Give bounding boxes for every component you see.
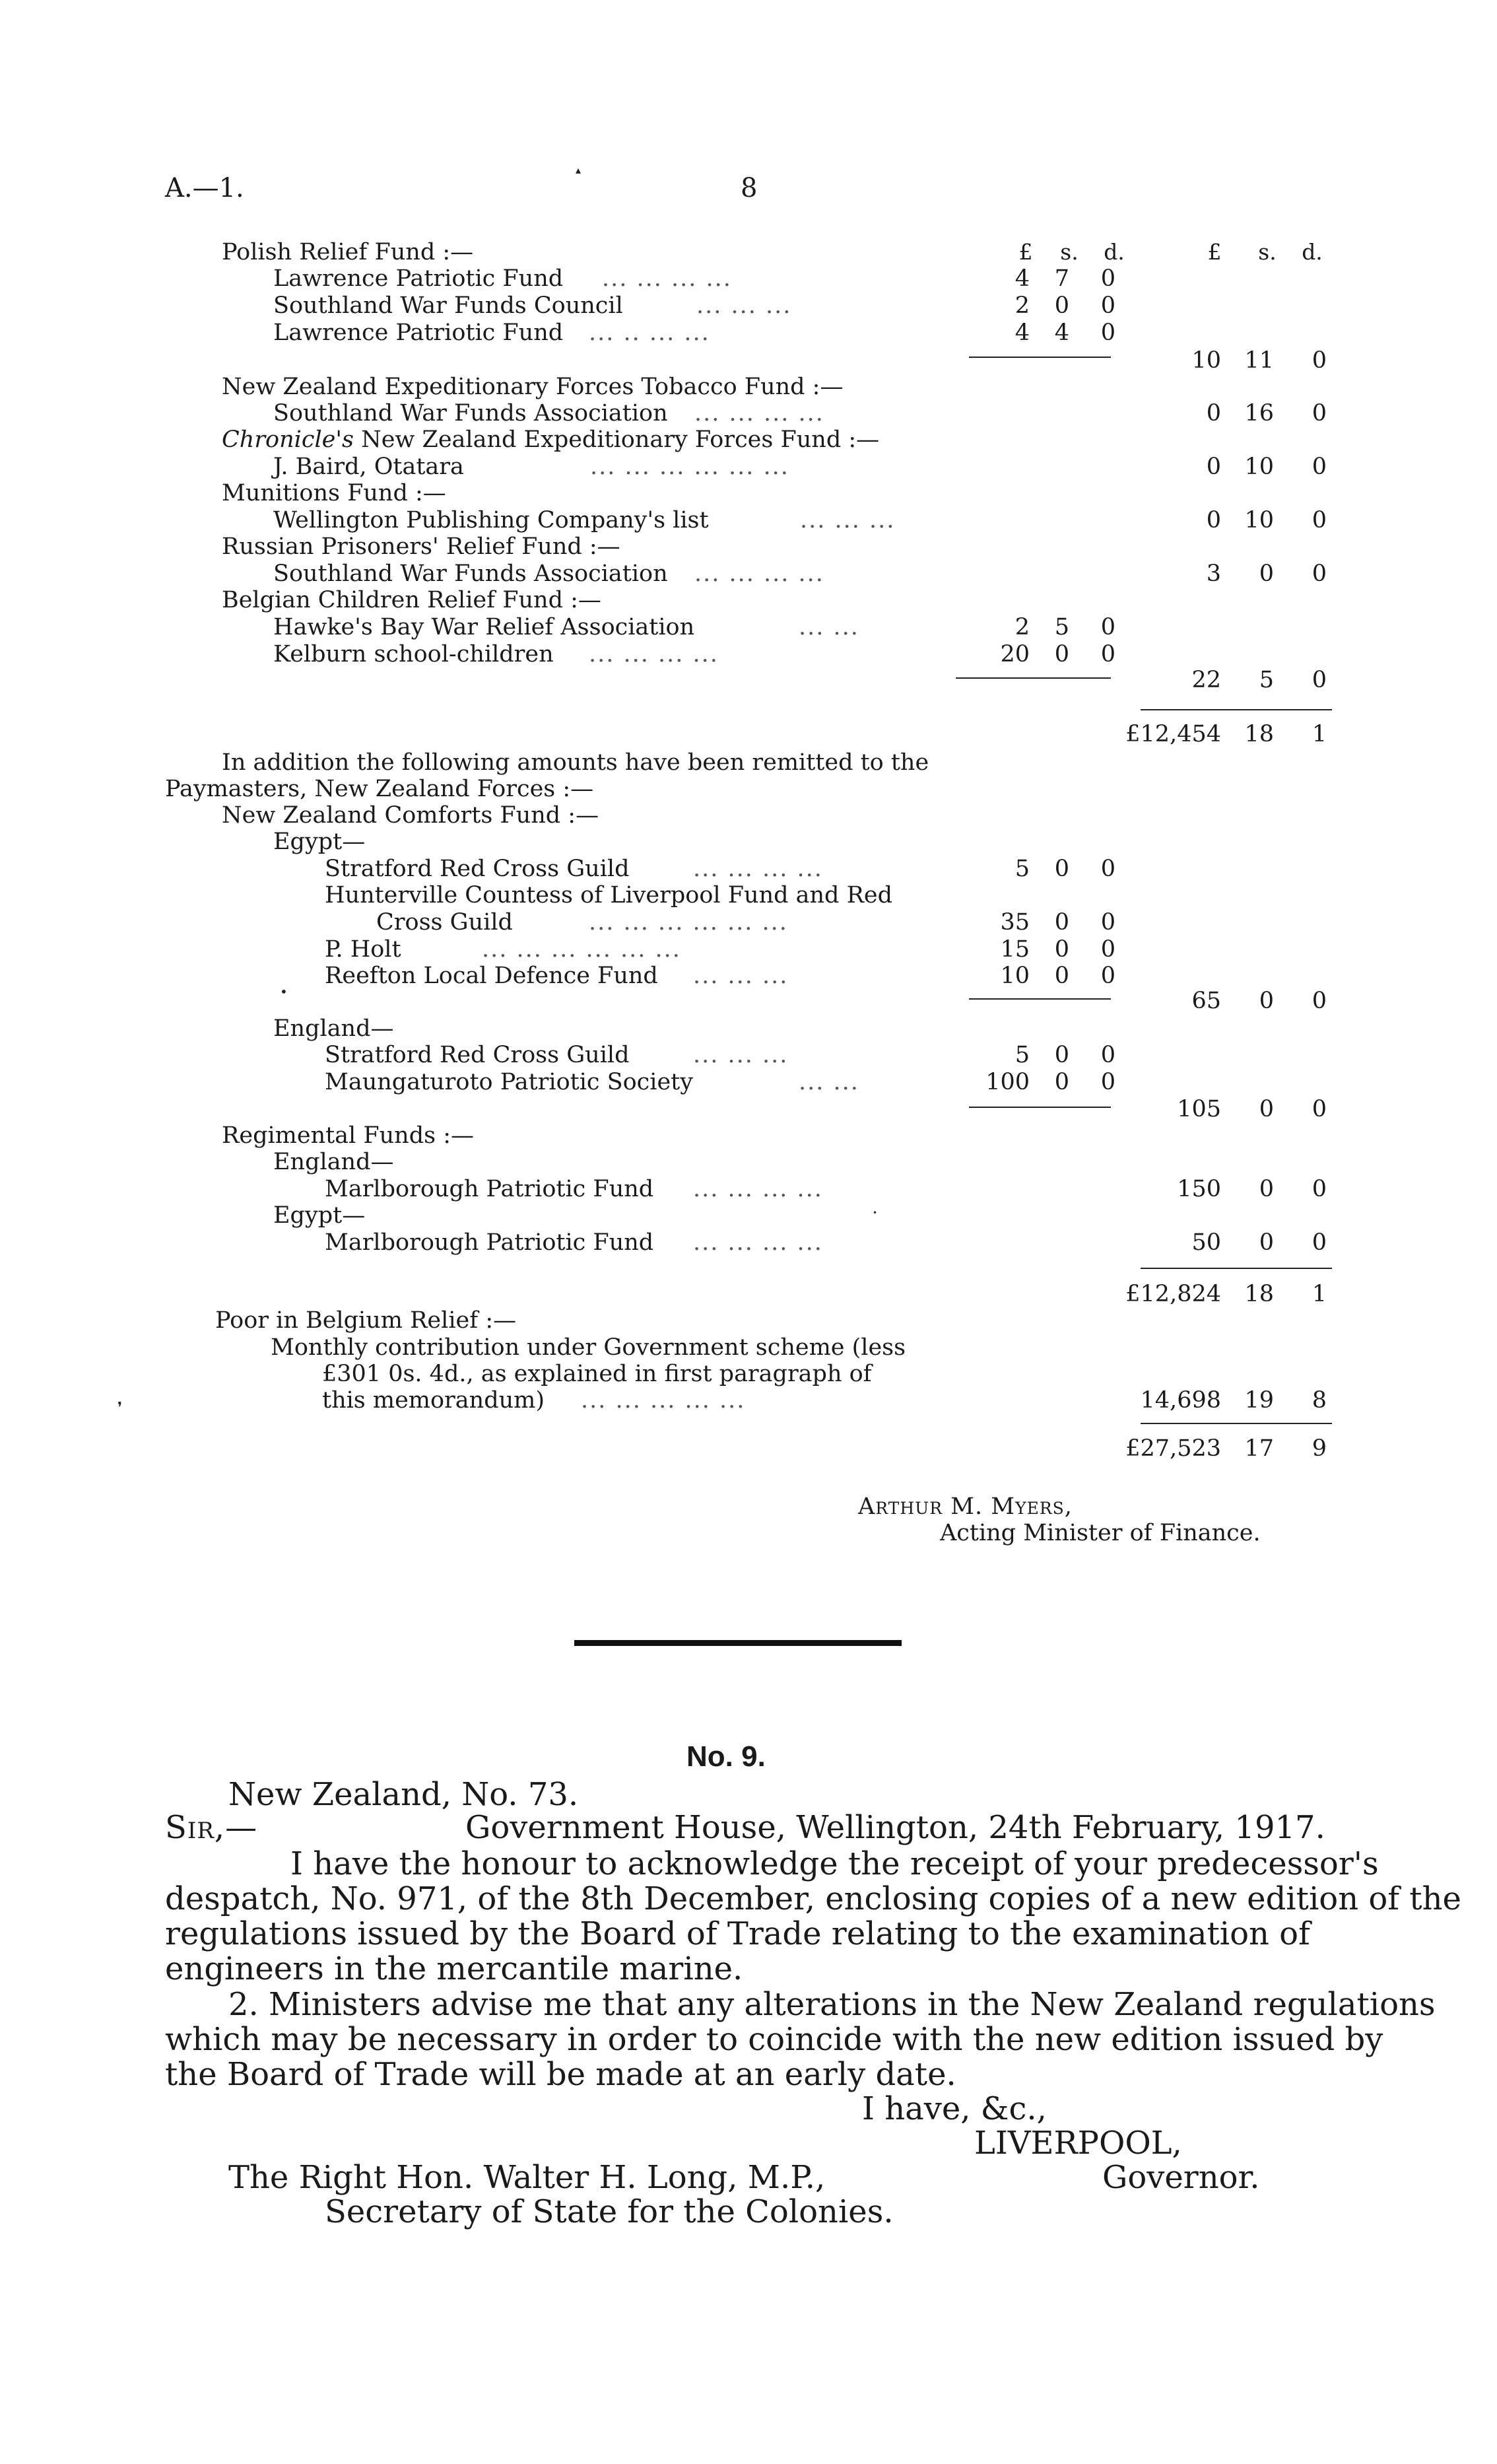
header-shillings: s. — [1258, 239, 1277, 265]
leader-dots: ... ... — [799, 1069, 859, 1095]
remittance-intro: In addition the following amounts have been remitted to the — [222, 749, 929, 776]
grand-total-rule — [1141, 709, 1332, 710]
letter-paragraph-line: which may be necessary in order to coincide with the new edition issued by — [165, 2021, 1383, 2058]
egypt-heading: Egypt— — [273, 829, 366, 855]
leader-dots: ... .. ... ... — [589, 320, 710, 346]
subtotal-pence: 1 — [1312, 1281, 1327, 1307]
amount-shillings: 0 — [1054, 963, 1069, 989]
leader-dots: ... ... ... ... — [694, 400, 824, 427]
amount-pounds: 10 — [1000, 963, 1030, 989]
print-speck: • — [873, 1208, 878, 1217]
amount-pounds: 4 — [1015, 265, 1030, 292]
munitions-fund-title: Munitions Fund :— — [222, 480, 446, 506]
leader-dots: ... ... ... ... — [694, 561, 824, 587]
total-pounds: 10 — [1191, 347, 1221, 374]
line-item-label: Stratford Red Cross Guild — [325, 1042, 630, 1068]
amount-pence: 0 — [1100, 320, 1115, 346]
line-item-label: Cross Guild — [376, 909, 513, 936]
leader-dots: ... ... ... ... — [693, 856, 823, 882]
poor-belgium-desc: this memorandum) — [322, 1387, 545, 1414]
letter-paragraph-line: the Board of Trade will be made at an early date. — [165, 2056, 956, 2093]
line-item-label: Southland War Funds Association — [273, 400, 668, 427]
letter-paragraph-line: 2. Ministers advise me that any alterations in the New Zealand regulations — [228, 1986, 1436, 2023]
total-pence: 0 — [1312, 454, 1327, 480]
line-item-label: Southland War Funds Council — [273, 292, 623, 319]
amount-shillings: 4 — [1054, 320, 1069, 346]
leader-dots: ... ... ... — [696, 292, 792, 319]
signatory-name: Arthur M. Myers, — [858, 1493, 1073, 1520]
chronicle-rest: New Zealand Expeditionary Forces Fund :— — [353, 427, 880, 453]
grand-total-pounds: £12,454 — [1125, 721, 1221, 747]
total-shillings: 11 — [1244, 347, 1274, 374]
amount-pence: 0 — [1100, 614, 1115, 640]
amount-pounds: 5 — [1015, 856, 1030, 882]
leader-dots: ... ... ... ... ... ... — [482, 936, 681, 963]
line-item-label: Lawrence Patriotic Fund — [273, 320, 564, 346]
poor-belgium-title: Poor in Belgium Relief :— — [215, 1307, 517, 1334]
leader-dots: ... ... ... ... — [602, 265, 732, 292]
total-pence: 8 — [1312, 1387, 1327, 1414]
letter-closing: I have, &c., — [862, 2090, 1047, 2127]
amount-shillings: 0 — [1054, 1042, 1069, 1068]
leader-dots: ... ... ... ... ... ... — [589, 909, 788, 936]
total-pounds: 0 — [1206, 507, 1221, 533]
amount-pounds: 2 — [1015, 292, 1030, 319]
total-shillings: 0 — [1259, 1229, 1274, 1256]
amount-shillings: 0 — [1054, 641, 1069, 667]
total-pounds: 150 — [1177, 1176, 1221, 1202]
signatory-title: Acting Minister of Finance. — [940, 1520, 1261, 1546]
polish-fund-title: Polish Relief Fund :— — [222, 239, 474, 265]
reg-egypt-heading: Egypt— — [273, 1202, 366, 1229]
total-pounds: 14,698 — [1140, 1387, 1221, 1414]
line-item-label: Hunterville Countess of Liverpool Fund and Red — [325, 882, 893, 908]
amount-pence: 0 — [1100, 1069, 1115, 1095]
leader-dots: ... ... — [799, 614, 859, 640]
amount-pence: 0 — [1100, 909, 1115, 936]
leader-dots: ... ... ... ... ... — [581, 1387, 746, 1414]
section-divider — [574, 1640, 902, 1646]
line-item-label: P. Holt — [325, 936, 401, 963]
total-shillings: 0 — [1259, 561, 1274, 587]
subtotal-shillings: 18 — [1244, 1281, 1274, 1307]
total-pounds: 22 — [1191, 667, 1221, 693]
print-speck: • — [280, 984, 288, 1000]
letter-signer: LIVERPOOL, — [974, 2125, 1182, 2162]
line-item-label: Marlborough Patriotic Fund — [325, 1176, 654, 1202]
leader-dots: ... ... ... — [800, 507, 896, 533]
total-pounds: 3 — [1206, 561, 1221, 587]
regimental-funds-title: Regimental Funds :— — [222, 1122, 475, 1149]
total-pounds: 50 — [1191, 1229, 1221, 1256]
total-shillings: 0 — [1259, 1176, 1274, 1202]
total-pence: 0 — [1312, 347, 1327, 374]
amount-pounds: 2 — [1015, 614, 1030, 640]
tobacco-fund-title: New Zealand Expeditionary Forces Tobacco Fund :— — [222, 374, 844, 400]
line-item-label: Southland War Funds Association — [273, 561, 668, 587]
leader-dots: ... ... ... — [693, 963, 789, 989]
line-item-label: Wellington Publishing Company's list — [273, 507, 709, 533]
letter-paragraph-line: I have the honour to acknowledge the receipt of your predecessor's — [290, 1845, 1379, 1882]
total-shillings: 0 — [1259, 988, 1274, 1014]
letter-paragraph-line: regulations issued by the Board of Trade relating to the examination of — [165, 1915, 1310, 1952]
chronicle-italic: Chronicle's — [222, 427, 354, 453]
print-speck: ▴ — [576, 164, 582, 176]
amount-shillings: 0 — [1054, 936, 1069, 963]
comforts-fund-title: New Zealand Comforts Fund :— — [222, 802, 599, 829]
total-shillings: 19 — [1244, 1387, 1274, 1414]
amount-shillings: 0 — [1054, 856, 1069, 882]
amount-pence: 0 — [1100, 936, 1115, 963]
poor-belgium-desc: Monthly contribution under Government scheme (less — [271, 1334, 906, 1361]
amount-pence: 0 — [1100, 641, 1115, 667]
line-item-label: Hawke's Bay War Relief Association — [273, 614, 695, 640]
letter-paragraph-line: despatch, No. 971, of the 8th December, enclosing copies of a new edition of the — [165, 1880, 1461, 1917]
letter-salutation: Sir,— — [165, 1809, 258, 1846]
amount-shillings: 0 — [1054, 909, 1069, 936]
amount-pounds: 35 — [1000, 909, 1030, 936]
grand-total-pence: 1 — [1312, 721, 1327, 747]
letter-signer-title: Governor. — [1102, 2159, 1260, 2196]
column-headers-left — [1003, 239, 1129, 265]
total-pence: 0 — [1312, 667, 1327, 693]
total-shillings: 10 — [1244, 454, 1274, 480]
total-shillings: 5 — [1259, 667, 1274, 693]
header-pence: d. — [1104, 239, 1125, 265]
line-item-label: Marlborough Patriotic Fund — [325, 1229, 654, 1256]
subtotal-rule — [969, 998, 1111, 1000]
header-pounds: £ — [1207, 239, 1222, 265]
remittance-intro-cont: Paymasters, New Zealand Forces :— — [165, 776, 594, 802]
subtotal-rule — [1141, 1268, 1332, 1269]
line-item-label: Kelburn school-children — [273, 641, 554, 667]
print-speck: ❜ — [117, 1400, 123, 1416]
amount-pounds: 4 — [1015, 320, 1030, 346]
amount-pence: 0 — [1100, 265, 1115, 292]
amount-pence: 0 — [1100, 292, 1115, 319]
total-pounds: 65 — [1191, 988, 1221, 1014]
column-headers-right — [1175, 239, 1333, 265]
amount-pounds: 100 — [985, 1069, 1030, 1095]
subtotal-rule — [956, 677, 1111, 679]
subtotal-rule — [969, 357, 1111, 358]
final-total-rule — [1141, 1423, 1332, 1424]
leader-dots: ... ... ... — [693, 1042, 789, 1068]
total-pence: 0 — [1312, 1176, 1327, 1202]
leader-dots: ... ... ... ... — [693, 1229, 823, 1256]
grand-total-shillings: 18 — [1244, 721, 1274, 747]
letter-place-date: Government House, Wellington, 24th February, 1917. — [465, 1809, 1325, 1846]
subtotal-pounds: £12,824 — [1125, 1281, 1221, 1307]
leader-dots: ... ... ... ... ... ... — [590, 454, 789, 480]
line-item-label: J. Baird, Otatara — [273, 454, 464, 480]
amount-shillings: 0 — [1054, 1069, 1069, 1095]
amount-shillings: 0 — [1054, 292, 1069, 319]
total-pounds: 105 — [1177, 1096, 1221, 1122]
poor-belgium-desc: £301 0s. 4d., as explained in first paragraph of — [322, 1361, 872, 1387]
header-pounds: £ — [1018, 239, 1033, 265]
final-total-pounds: £27,523 — [1125, 1435, 1221, 1462]
england-heading: England— — [273, 1015, 394, 1042]
amount-pence: 0 — [1100, 856, 1115, 882]
belgian-fund-title: Belgian Children Relief Fund :— — [222, 587, 601, 613]
amount-pounds: 15 — [1000, 936, 1030, 963]
final-total-shillings: 17 — [1244, 1435, 1274, 1462]
total-shillings: 10 — [1244, 507, 1274, 533]
page-number: 8 — [741, 173, 758, 203]
total-pounds: 0 — [1206, 454, 1221, 480]
total-pence: 0 — [1312, 988, 1327, 1014]
letter-reference: New Zealand, No. 73. — [228, 1776, 579, 1813]
letter-number: No. 9. — [686, 1740, 766, 1773]
line-item-label: Reefton Local Defence Fund — [325, 963, 658, 989]
russian-fund-title: Russian Prisoners' Relief Fund :— — [222, 533, 620, 560]
total-pounds: 0 — [1206, 400, 1221, 427]
amount-shillings: 5 — [1054, 614, 1069, 640]
total-shillings: 0 — [1259, 1096, 1274, 1122]
document-reference: A.—1. — [165, 173, 244, 203]
amount-shillings: 7 — [1054, 265, 1069, 292]
amount-pence: 0 — [1100, 1042, 1115, 1068]
amount-pounds: 20 — [1000, 641, 1030, 667]
header-pence: d. — [1302, 239, 1323, 265]
header-shillings: s. — [1060, 239, 1079, 265]
letter-addressee: The Right Hon. Walter H. Long, M.P., — [228, 2159, 826, 2196]
leader-dots: ... ... ... ... — [693, 1176, 823, 1202]
amount-pounds: 5 — [1015, 1042, 1030, 1068]
reg-england-heading: England— — [273, 1149, 394, 1175]
subtotal-rule — [969, 1107, 1111, 1108]
total-pence: 0 — [1312, 507, 1327, 533]
letter-addressee: Secretary of State for the Colonies. — [325, 2193, 894, 2230]
amount-pence: 0 — [1100, 963, 1115, 989]
line-item-label: Maungaturoto Patriotic Society — [325, 1069, 694, 1095]
leader-dots: ... ... ... ... — [589, 641, 719, 667]
total-pence: 0 — [1312, 400, 1327, 427]
line-item-label: Lawrence Patriotic Fund — [273, 265, 564, 292]
total-shillings: 16 — [1244, 400, 1274, 427]
total-pence: 0 — [1312, 1229, 1327, 1256]
letter-paragraph-line: engineers in the mercantile marine. — [165, 1950, 743, 1987]
chronicle-fund-title — [222, 427, 879, 453]
total-pence: 0 — [1312, 561, 1327, 587]
total-pence: 0 — [1312, 1096, 1327, 1122]
final-total-pence: 9 — [1312, 1435, 1327, 1462]
line-item-label: Stratford Red Cross Guild — [325, 856, 630, 882]
